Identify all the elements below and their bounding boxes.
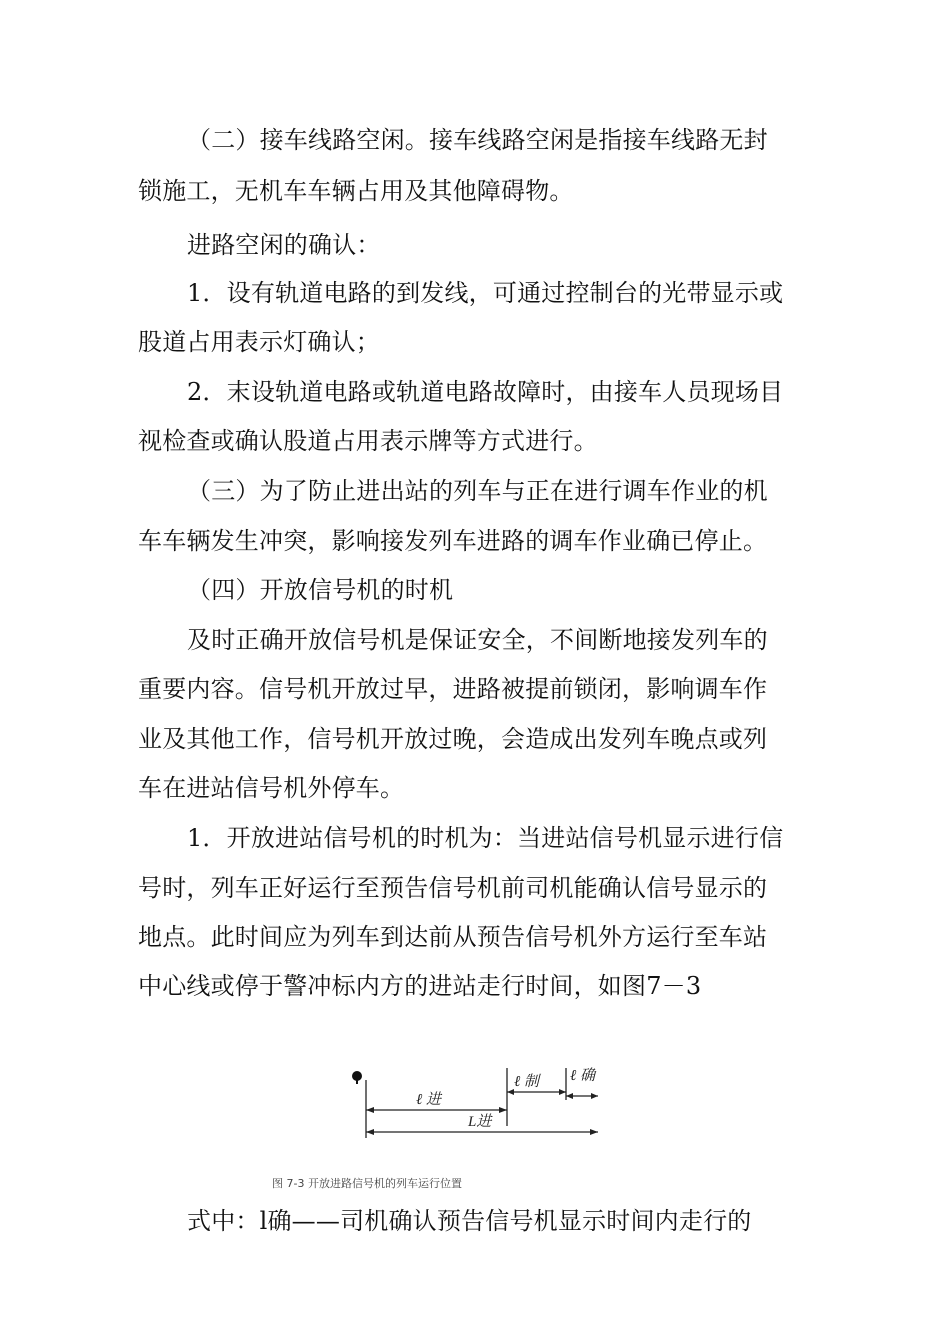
- para-4-line-1: 2．末设轨道电路或轨道电路故障时，由接车人员现场目: [187, 378, 784, 406]
- train-position-diagram: [348, 1062, 608, 1144]
- para-7-line-1: 及时正确开放信号机是保证安全，不间断地接发列车的: [187, 626, 768, 654]
- para-8-line-4: 中心线或停于警冲标内方的进站走行时间，如图7－3: [138, 972, 702, 1000]
- figure-7-3: [348, 1062, 608, 1144]
- para-8-line-3: 地点。此时间应为列车到达前从预告信号机外方运行至车站: [138, 923, 768, 951]
- para-7-line-2: 重要内容。信号机开放过早，进路被提前锁闭，影响调车作: [138, 675, 768, 703]
- arrow-l-zhi-right: [559, 1089, 566, 1095]
- para-8-line-1: 1．开放进站信号机的时机为：当进站信号机显示进行信: [187, 824, 784, 852]
- arrow-l-que-left: [566, 1093, 573, 1099]
- para-6-line-1: （四）开放信号机的时机: [187, 576, 454, 604]
- para-3-line-1: 1．设有轨道电路的到发线，可通过控制台的光带显示或: [187, 279, 784, 307]
- para-7-line-4: 车在进站信号机外停车。: [138, 774, 405, 802]
- para-1-line-1: （二）接车线路空闲。接车线路空闲是指接车线路无封: [187, 126, 768, 154]
- arrow-l-que-right: [591, 1093, 598, 1099]
- arrow-l-jin-right: [499, 1107, 507, 1113]
- label-L-jin: L进: [468, 1114, 492, 1130]
- label-l-jin: ℓ 进: [416, 1092, 441, 1108]
- label-l-zhi: ℓ 制: [514, 1074, 539, 1090]
- para-4-line-2: 视检查或确认股道占用表示牌等方式进行。: [138, 427, 598, 455]
- para-7-line-3: 业及其他工作，信号机开放过晚，会造成出发列车晚点或列: [138, 725, 768, 753]
- para-9-line-1: 式中：l确——司机确认预告信号机显示时间内走行的: [187, 1207, 752, 1235]
- figure-caption: 图 7-3 开放进路信号机的列车运行位置: [272, 1177, 462, 1190]
- para-1-line-2: 锁施工，无机车车辆占用及其他障碍物。: [138, 177, 574, 205]
- para-8-line-2: 号时，列车正好运行至预告信号机前司机能确认信号显示的: [138, 874, 768, 902]
- arrow-L-jin-left: [366, 1129, 374, 1135]
- arrow-l-zhi-left: [507, 1089, 514, 1095]
- para-5-line-2: 车车辆发生冲突，影响接发列车进路的调车作业确已停止。: [138, 527, 768, 555]
- arrow-L-jin-right: [590, 1129, 598, 1135]
- para-2-line-1: 进路空闲的确认：: [187, 231, 381, 259]
- para-5-line-1: （三）为了防止进出站的列车与正在进行调车作业的机: [187, 477, 768, 505]
- arrow-l-jin-left: [366, 1107, 374, 1113]
- para-3-line-2: 股道占用表示灯确认；: [138, 328, 380, 356]
- label-l-que: ℓ 确: [570, 1068, 595, 1084]
